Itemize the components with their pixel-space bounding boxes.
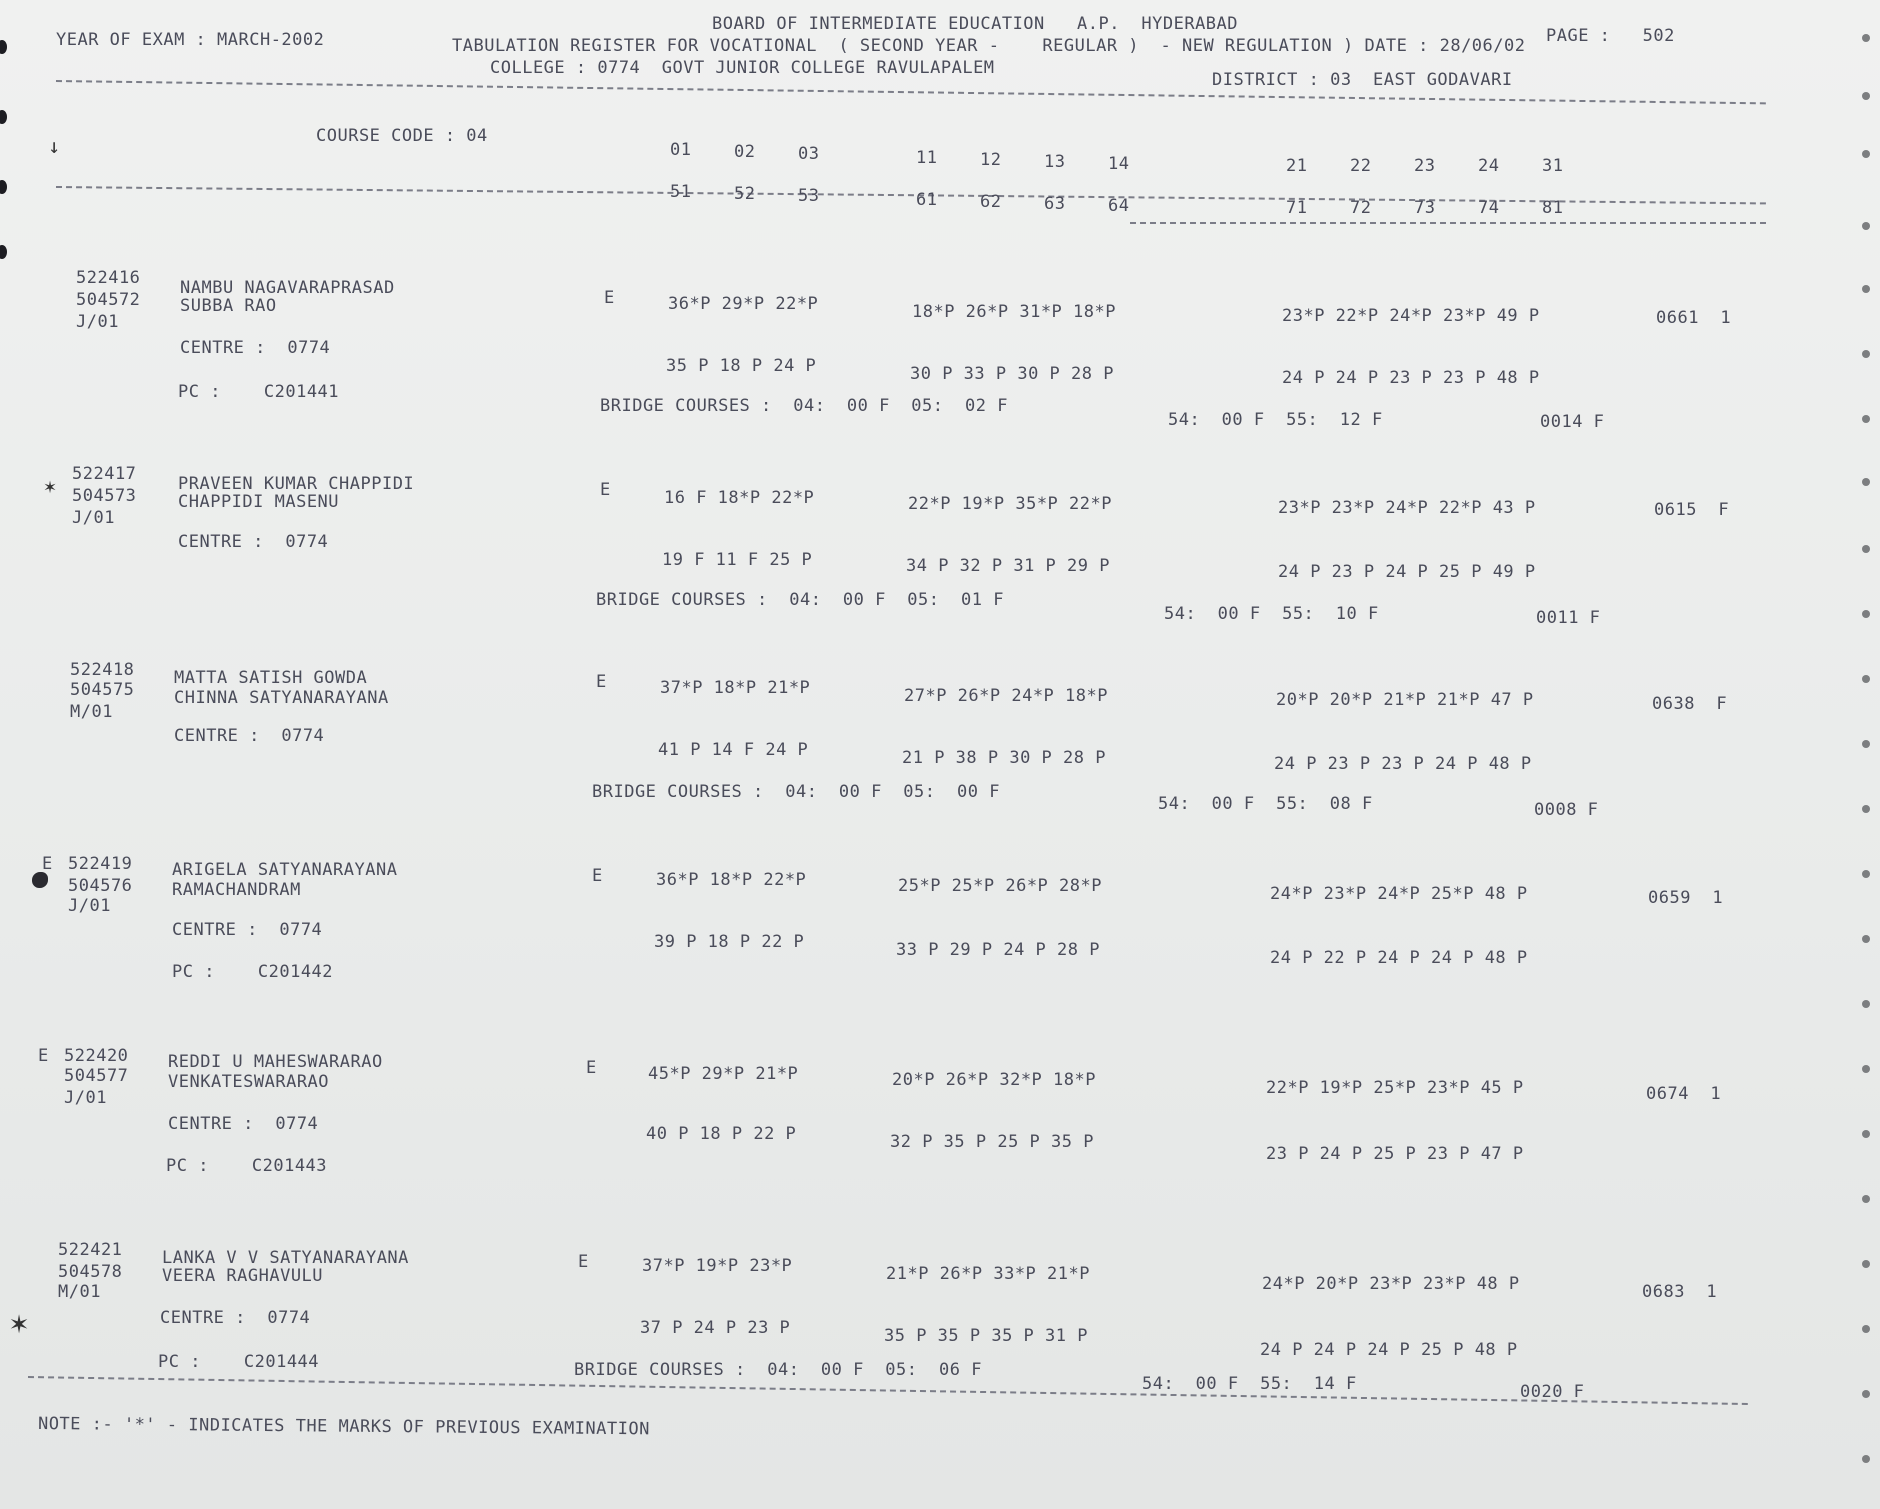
marks-part-2: 23 P 24 P 25 P 23 P 47 P xyxy=(1266,1144,1524,1164)
father-name: VEERA RAGHAVULU xyxy=(162,1266,324,1286)
marks-part-2: 33 P 29 P 24 P 28 P xyxy=(896,940,1100,960)
pc-number: PC : C201444 xyxy=(158,1352,320,1372)
grand-total: 0659 1 xyxy=(1648,888,1724,908)
marks-part-2: 35 P 35 P 35 P 31 P xyxy=(884,1326,1088,1346)
registration-number: 504575 xyxy=(70,680,135,700)
centre-code: CENTRE : 0774 xyxy=(160,1308,311,1328)
student-name: LANKA V V SATYANARAYANA xyxy=(162,1248,409,1268)
marks-part-2: 41 P 14 F 24 P xyxy=(658,740,809,760)
father-name: CHINNA SATYANARAYANA xyxy=(174,688,389,708)
marks-part-2: 24 P 23 P 23 P 24 P 48 P xyxy=(1274,754,1532,774)
entry-flag: E xyxy=(38,1046,49,1066)
subject-code: 61 xyxy=(916,190,938,210)
grand-total: 0683 1 xyxy=(1642,1282,1718,1302)
bridge-courses: 54: 00 F 55: 10 F xyxy=(1164,604,1379,624)
bridge-total: 0008 F xyxy=(1534,800,1599,820)
college-line: COLLEGE : 0774 GOVT JUNIOR COLLEGE RAVULAPALEM xyxy=(490,58,995,78)
bridge-courses: BRIDGE COURSES : 04: 00 F 05: 06 F xyxy=(574,1360,982,1380)
medium-code: E xyxy=(578,1252,589,1272)
student-name: NAMBU NAGAVARAPRASAD xyxy=(180,278,395,298)
bridge-total: 0011 F xyxy=(1536,608,1601,628)
subject-code: 71 xyxy=(1286,198,1308,218)
subject-code: 62 xyxy=(980,192,1002,212)
marks-part-1: 20*P 26*P 32*P 18*P xyxy=(892,1070,1096,1090)
registration-number: 504576 xyxy=(68,876,133,896)
father-name: CHAPPIDI MASENU xyxy=(178,492,340,512)
medium-code: E xyxy=(596,672,607,692)
marks-part-2: 24 P 24 P 23 P 23 P 48 P xyxy=(1282,368,1540,388)
register-title: TABULATION REGISTER FOR VOCATIONAL ( SECOND YEAR - REGULAR ) - NEW REGULATION ) DATE : 28/06/02 xyxy=(452,36,1526,56)
bridge-total: 0014 F xyxy=(1540,412,1605,432)
footer-note: NOTE :- '*' - INDICATES THE MARKS OF PREVIOUS EXAMINATION xyxy=(37,1414,650,1440)
entry-flag: E xyxy=(42,854,53,874)
subject-code: 51 xyxy=(670,182,692,202)
subject-code: 13 xyxy=(1044,152,1066,172)
marks-part-1: 36*P 18*P 22*P xyxy=(656,870,807,890)
centre-code: CENTRE : 0774 xyxy=(174,726,325,746)
subject-code: 01 xyxy=(670,140,692,160)
subject-code: 03 xyxy=(798,144,820,164)
divider xyxy=(1130,222,1766,224)
marks-part-2: 21 P 38 P 30 P 28 P xyxy=(902,748,1106,768)
medium-code: E xyxy=(592,866,603,886)
year-of-exam: YEAR OF EXAM : MARCH-2002 xyxy=(56,30,325,50)
course-code: COURSE CODE : 04 xyxy=(316,126,488,146)
student-name: REDDI U MAHESWARARAO xyxy=(168,1052,383,1072)
father-name: SUBBA RAO xyxy=(180,296,277,316)
group-code: J/01 xyxy=(64,1088,107,1108)
board-title: BOARD OF INTERMEDIATE EDUCATION A.P. HYDERABAD xyxy=(712,14,1239,34)
ink-blot xyxy=(32,872,48,888)
pencil-tick-mark: ↓ xyxy=(48,134,61,158)
marks-part-1: 22*P 19*P 25*P 23*P 45 P xyxy=(1266,1078,1524,1098)
group-code: J/01 xyxy=(68,896,111,916)
marks-part-1: 24*P 23*P 24*P 25*P 48 P xyxy=(1270,884,1528,904)
marks-part-1: 37*P 18*P 21*P xyxy=(660,678,811,698)
marks-part-2: 32 P 35 P 25 P 35 P xyxy=(890,1132,1094,1152)
marks-part-1: 21*P 26*P 33*P 21*P xyxy=(886,1264,1090,1284)
subject-code: 72 xyxy=(1350,198,1372,218)
hall-ticket-number: 522416 xyxy=(76,268,141,288)
father-name: VENKATESWARARAO xyxy=(168,1072,330,1092)
hall-ticket-number: 522420 xyxy=(64,1046,129,1066)
grand-total: 0615 F xyxy=(1654,500,1730,520)
marks-part-1: 22*P 19*P 35*P 22*P xyxy=(908,494,1112,514)
subject-code: 73 xyxy=(1414,198,1436,218)
pc-number: PC : C201441 xyxy=(178,382,340,402)
grand-total: 0674 1 xyxy=(1646,1084,1722,1104)
marks-part-1: 23*P 22*P 24*P 23*P 49 P xyxy=(1282,306,1540,326)
bridge-courses: 54: 00 F 55: 12 F xyxy=(1168,410,1383,430)
group-code: J/01 xyxy=(76,312,119,332)
medium-code: E xyxy=(604,288,615,308)
subject-code: 12 xyxy=(980,150,1002,170)
bridge-courses: BRIDGE COURSES : 04: 00 F 05: 02 F xyxy=(600,396,1008,416)
marks-part-2: 39 P 18 P 22 P xyxy=(654,932,805,952)
registration-number: 504577 xyxy=(64,1066,129,1086)
marks-part-1: 23*P 23*P 24*P 22*P 43 P xyxy=(1278,498,1536,518)
registration-number: 504578 xyxy=(58,1262,123,1282)
marks-part-2: 24 P 22 P 24 P 24 P 48 P xyxy=(1270,948,1528,968)
marks-part-1: 16 F 18*P 22*P xyxy=(664,488,815,508)
pc-number: PC : C201443 xyxy=(166,1156,328,1176)
page-number: PAGE : 502 xyxy=(1546,26,1675,46)
subject-code: 24 xyxy=(1478,156,1500,176)
marks-part-2: 37 P 24 P 23 P xyxy=(640,1318,791,1338)
bridge-courses: BRIDGE COURSES : 04: 00 F 05: 00 F xyxy=(592,782,1000,802)
subject-code: 11 xyxy=(916,148,938,168)
marks-part-1: 45*P 29*P 21*P xyxy=(648,1064,799,1084)
centre-code: CENTRE : 0774 xyxy=(178,532,329,552)
subject-code: 53 xyxy=(798,186,820,206)
marks-part-2: 40 P 18 P 22 P xyxy=(646,1124,797,1144)
marks-part-1: 27*P 26*P 24*P 18*P xyxy=(904,686,1108,706)
subject-code: 14 xyxy=(1108,154,1130,174)
subject-code: 52 xyxy=(734,184,756,204)
subject-code: 64 xyxy=(1108,196,1130,216)
star-mark: ✶ xyxy=(44,474,57,498)
marks-part-2: 34 P 32 P 31 P 29 P xyxy=(906,556,1110,576)
hall-ticket-number: 522419 xyxy=(68,854,133,874)
marks-part-1: 36*P 29*P 22*P xyxy=(668,294,819,314)
group-code: M/01 xyxy=(58,1282,101,1302)
subject-code: 31 xyxy=(1542,156,1564,176)
hall-ticket-number: 522417 xyxy=(72,464,137,484)
centre-code: CENTRE : 0774 xyxy=(172,920,323,940)
divider xyxy=(56,186,1766,204)
hall-ticket-number: 522421 xyxy=(58,1240,123,1260)
marks-part-2: 24 P 23 P 24 P 25 P 49 P xyxy=(1278,562,1536,582)
registration-number: 504573 xyxy=(72,486,137,506)
marks-part-1: 20*P 20*P 21*P 21*P 47 P xyxy=(1276,690,1534,710)
grand-total: 0638 F xyxy=(1652,694,1728,714)
marks-part-2: 24 P 24 P 24 P 25 P 48 P xyxy=(1260,1340,1518,1360)
divider xyxy=(28,1376,1748,1405)
centre-code: CENTRE : 0774 xyxy=(180,338,331,358)
marks-part-2: 35 P 18 P 24 P xyxy=(666,356,817,376)
subject-code: 63 xyxy=(1044,194,1066,214)
student-name: ARIGELA SATYANARAYANA xyxy=(172,860,398,880)
group-code: J/01 xyxy=(72,508,115,528)
subject-code: 22 xyxy=(1350,156,1372,176)
group-code: M/01 xyxy=(70,702,113,722)
centre-code: CENTRE : 0774 xyxy=(168,1114,319,1134)
pc-number: PC : C201442 xyxy=(172,962,334,982)
father-name: RAMACHANDRAM xyxy=(172,880,301,900)
registration-number: 504572 xyxy=(76,290,141,310)
marks-part-1: 25*P 25*P 26*P 28*P xyxy=(898,876,1102,896)
subject-code: 21 xyxy=(1286,156,1308,176)
marks-part-2: 19 F 11 F 25 P xyxy=(662,550,813,570)
marks-part-1: 18*P 26*P 31*P 18*P xyxy=(912,302,1116,322)
medium-code: E xyxy=(586,1058,597,1078)
marks-part-2: 30 P 33 P 30 P 28 P xyxy=(910,364,1114,384)
grand-total: 0661 1 xyxy=(1656,308,1732,328)
star-mark: ✶ xyxy=(10,1306,29,1341)
bridge-courses: 54: 00 F 55: 08 F xyxy=(1158,794,1373,814)
medium-code: E xyxy=(600,480,611,500)
subject-code: 23 xyxy=(1414,156,1436,176)
bridge-courses: BRIDGE COURSES : 04: 00 F 05: 01 F xyxy=(596,590,1004,610)
student-name: MATTA SATISH GOWDA xyxy=(174,668,368,688)
marks-part-1: 24*P 20*P 23*P 23*P 48 P xyxy=(1262,1274,1520,1294)
district-line: DISTRICT : 03 EAST GODAVARI xyxy=(1212,70,1513,90)
bridge-total: 0020 F xyxy=(1520,1382,1585,1402)
subject-code: 74 xyxy=(1478,198,1500,218)
subject-code: 02 xyxy=(734,142,756,162)
hall-ticket-number: 522418 xyxy=(70,660,135,680)
student-name: PRAVEEN KUMAR CHAPPIDI xyxy=(178,474,415,494)
bridge-courses: 54: 00 F 55: 14 F xyxy=(1142,1374,1357,1394)
marks-part-1: 37*P 19*P 23*P xyxy=(642,1256,793,1276)
subject-code: 81 xyxy=(1542,198,1564,218)
